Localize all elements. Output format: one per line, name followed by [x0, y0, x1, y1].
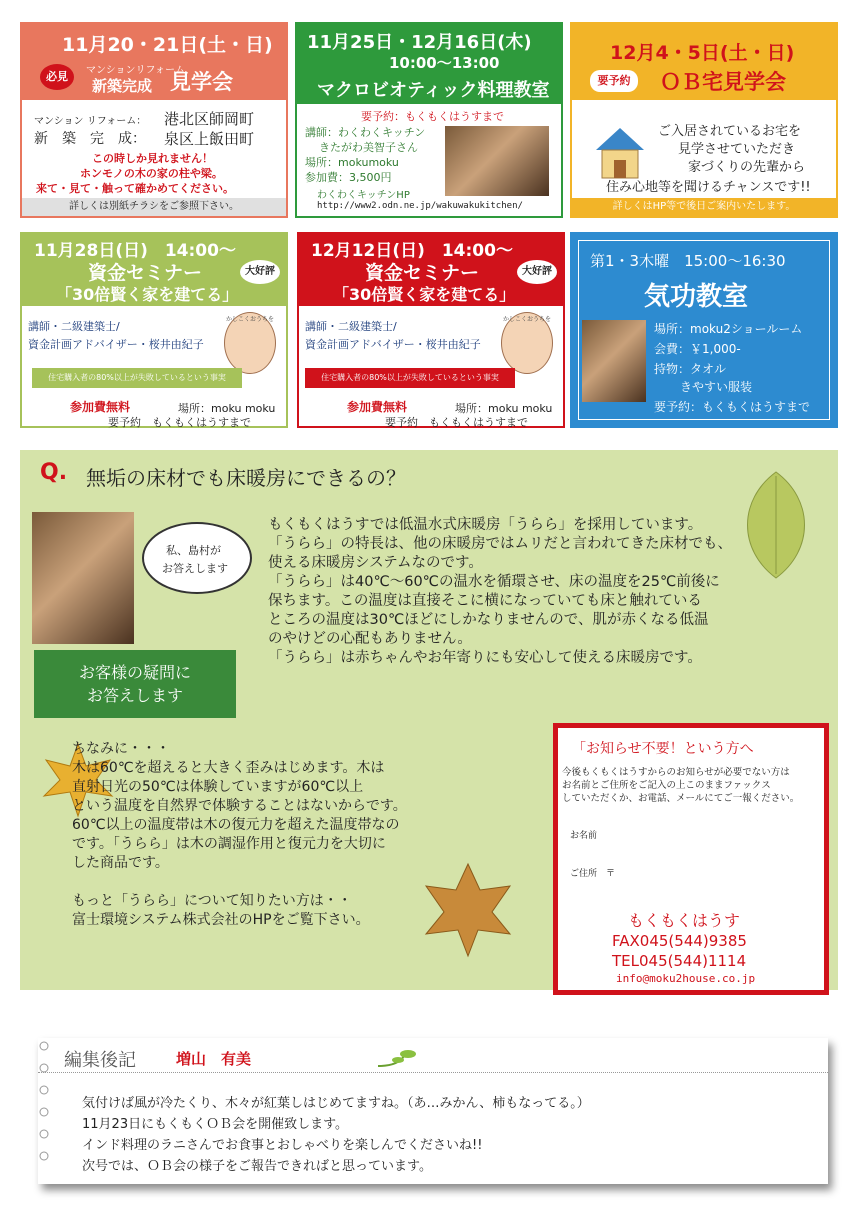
event-date: 11月20・21日(土・日) [62, 34, 273, 56]
staff-photo [32, 512, 134, 644]
green-label-1: お客様の疑問に [78, 663, 191, 682]
card-header [572, 24, 836, 100]
row2-label: 新 築 完 成： [34, 131, 146, 147]
event-title: 資金セミナー [365, 262, 480, 284]
items-2: きやすい服装 [680, 380, 753, 394]
event-time: 10:00～13:00 [389, 54, 500, 72]
note-line: 直射日光の50℃は体験していますが60℃以上 [72, 779, 364, 795]
green-label-2: お答えします [86, 686, 183, 705]
teacher-1: 講師：わくわくキッチン [305, 126, 426, 139]
event-title: 見学会 [170, 70, 233, 94]
place: 場所：moku moku [455, 402, 553, 415]
card-footer: 詳しくはHP等で後日ご案内いたします。 [572, 198, 836, 216]
reserve-badge: 要予約 [590, 70, 638, 92]
desc-line-4: 住み心地等を聞けるチャンスです!! [606, 180, 811, 195]
desc-line-1: ご入居されているお宅を [658, 124, 802, 139]
lecturer-2: 資金計画アドバイザー・桜井由紀子 [28, 338, 204, 351]
address-label[interactable]: ご住所 〒 [570, 869, 616, 879]
red-line-2: ホンモノの木の家の柱や梁。 [80, 167, 223, 180]
event-subtitle: 「30倍賢く家を建てる」 [333, 285, 516, 304]
email[interactable]: info@moku2house.co.jp [616, 972, 756, 985]
editor-line-2: 11月23日にもくもくＯＢ会を開催致します。 [82, 1117, 349, 1132]
optout-body-2: お名前とご住所をご記入の上このままファックス [562, 780, 771, 791]
note-line: もっと「うらら」について知りたい方は・・ [72, 893, 352, 909]
speech-bubble [142, 522, 252, 594]
ring-binding [38, 1038, 52, 1184]
row1-value: 港北区師岡町 [164, 110, 255, 128]
note-line: という温度を自然界で体験することはないからです。 [72, 798, 407, 814]
cooking-class-photo [445, 126, 549, 196]
place: 場所：mokumoku [305, 156, 399, 169]
event-title: ＯＢ宅見学会 [660, 70, 786, 94]
event-subtitle: 「30倍賢く家を建てる」 [56, 285, 239, 304]
event-title: マクロビオティック料理教室 [317, 80, 550, 101]
card-header [22, 24, 286, 100]
event-date: 12月4・5日(土・日) [610, 42, 795, 64]
answer-line: もくもくはうすでは低温水式床暖房「うらら」を採用しています。 [268, 517, 703, 533]
sprout-icon [374, 1046, 422, 1070]
note-line: です。「うらら」は木の調湿作用と復元力を大切に [72, 836, 386, 852]
rule [38, 1072, 828, 1073]
row2-value: 泉区上飯田町 [164, 130, 255, 148]
face-label: かしこくおうちを [226, 316, 275, 323]
note-text [72, 740, 407, 930]
event-card-macrobiotic [295, 22, 563, 218]
optout-title: 「お知らせ不要！という方へ [572, 741, 754, 757]
note-line: 富士環境システム株式会社のHPをご覧下さい。 [72, 912, 370, 928]
answer-line: 保ちます。この温度は直接そこに横になっていても床と触れている [268, 593, 702, 609]
note-line: 60℃以上の温度帯は木の復元力を超えた温度帯なの [72, 817, 400, 833]
row1-label: マンション リフォーム： [34, 116, 147, 127]
event-card-seminar-2 [297, 232, 565, 428]
green-label-box [34, 650, 236, 718]
lecturer-2: 資金計画アドバイザー・桜井由紀子 [305, 338, 481, 351]
note-line [72, 873, 407, 892]
reserve-note: 要予約：もくもくはうすまで [361, 110, 504, 123]
optout-body-1: 今後もくもくはうすからのお知らせが必要でない方は [562, 767, 790, 778]
answer-text [268, 516, 732, 668]
card-footer: 詳しくは別紙チラシをご参照下さい。 [22, 198, 286, 216]
editor-line-4: 次号では、ＯＢ会の様子をご報告できればと思っています。 [82, 1159, 432, 1174]
editor-author: 増山 有美 [176, 1050, 252, 1068]
leaf-icon [736, 470, 816, 580]
desc-line-3: 家づくりの先輩から [688, 160, 806, 175]
answer-line: 「うらら」は赤ちゃんやお年寄りにも安心して使える床暖房です。 [268, 650, 702, 666]
card-header [22, 234, 286, 306]
tel: TEL045(544)1114 [612, 952, 747, 970]
instructor-photo [582, 320, 646, 402]
answer-line: 使える床暖房システムなのです。 [268, 555, 483, 571]
answer-line: ところの温度は30℃ほどにしかなりませんので、肌が赤くなる低温 [268, 612, 709, 628]
sub-main: 新築完成 [92, 77, 153, 95]
event-card-qigong [570, 232, 838, 428]
fee: 参加費：3,500円 [305, 171, 392, 184]
bubble-line-2: お答えします [162, 562, 228, 575]
editor-title: 編集後記 [64, 1050, 136, 1071]
answer-line: のやけどの心配もありません。 [268, 631, 472, 647]
sub-small: マンションリフォーム [86, 65, 186, 76]
red-line-3: 来て・見て・触って確かめてください。 [36, 182, 234, 195]
brown-leaf-icon [418, 860, 518, 960]
house-icon [592, 122, 648, 182]
editor-line-3: インド料理のラニさんでお食事とおしゃべりを楽しんでくださいね!! [82, 1138, 483, 1153]
answer-line: 「うらら」の特長は、他の床暖房ではムリだと言われてきた床材でも、 [268, 536, 732, 552]
must-see-badge: 必見 [40, 64, 74, 90]
answer-line: 「うらら」は40℃～60℃の温水を循環させ、床の温度を25℃前後に [268, 574, 720, 590]
event-date: 11月28日(日) 14:00～ [34, 241, 236, 261]
items: 持物：タオル [654, 362, 727, 376]
fee: 会費：￥1,000- [654, 342, 741, 356]
schedule: 第1・3木曜 15:00～16:30 [590, 252, 786, 270]
event-date: 12月12日(日) 14:00～ [311, 241, 513, 261]
teacher-2: きたがわ美智子さん [319, 141, 418, 154]
optout-form [553, 723, 829, 995]
name-label[interactable]: お名前 [570, 831, 598, 841]
hp-url[interactable]: http://www2.odn.ne.jp/wakuwakukitchen/ [317, 201, 523, 211]
place: 場所：moku2ショールーム [654, 322, 803, 336]
optout-body-3: していただくか、お電話、メールにてご一報ください。 [562, 793, 800, 804]
editor-note [38, 1038, 828, 1184]
place: 場所：moku moku [178, 402, 276, 415]
face-label: かしこくおうちを [503, 316, 552, 323]
popular-badge: 大好評 [517, 260, 557, 284]
desc-line-2: 見学させていただき [678, 142, 796, 157]
fact-banner: 住宅購入者の80%以上が失敗しているという事実 [32, 368, 242, 388]
card-header [297, 24, 561, 104]
fax: FAX045(544)9385 [612, 932, 747, 950]
q-mark: Q. [40, 460, 68, 485]
event-card-ob-house [570, 22, 838, 218]
company-name: もくもくはうす [628, 911, 741, 930]
hp-label: わくわくキッチンHP [317, 190, 410, 201]
lecturer-1: 講師・二級建築士/ [305, 320, 397, 333]
event-card-open-house [20, 22, 288, 218]
note-line: ちなみに・・・ [72, 741, 170, 757]
bubble-line-1: 私、島村が [166, 544, 221, 557]
editor-line-1: 気付けば風が冷たくり、木々が紅葉しはじめてますね。（あ…みかん、柿もなってる。） [82, 1096, 590, 1111]
red-line-1: この時しか見れません！ [92, 152, 213, 165]
event-card-seminar-1 [20, 232, 288, 428]
note-line: した商品です。 [72, 855, 169, 871]
note-line: 木は60℃を超えると大きく歪みはじめます。木は [72, 760, 385, 776]
event-title: 資金セミナー [88, 262, 203, 284]
lecturer-1: 講師・二級建築士/ [28, 320, 120, 333]
fact-banner: 住宅購入者の80%以上が失敗しているという事実 [305, 368, 515, 388]
reserve: 要予約 もくもくはうすまで [108, 416, 251, 429]
event-date: 11月25日・12月16日(木) [307, 32, 532, 53]
popular-badge: 大好評 [240, 260, 280, 284]
free-label: 参加費無料 [347, 400, 408, 414]
reserve: 要予約：もくもくはうすまで [654, 400, 811, 414]
reserve: 要予約 もくもくはうすまで [385, 416, 528, 429]
card-header [299, 234, 563, 306]
event-title: 気功教室 [644, 282, 749, 312]
question: 無垢の床材でも床暖房にできるの？ [86, 466, 406, 490]
free-label: 参加費無料 [70, 400, 131, 414]
